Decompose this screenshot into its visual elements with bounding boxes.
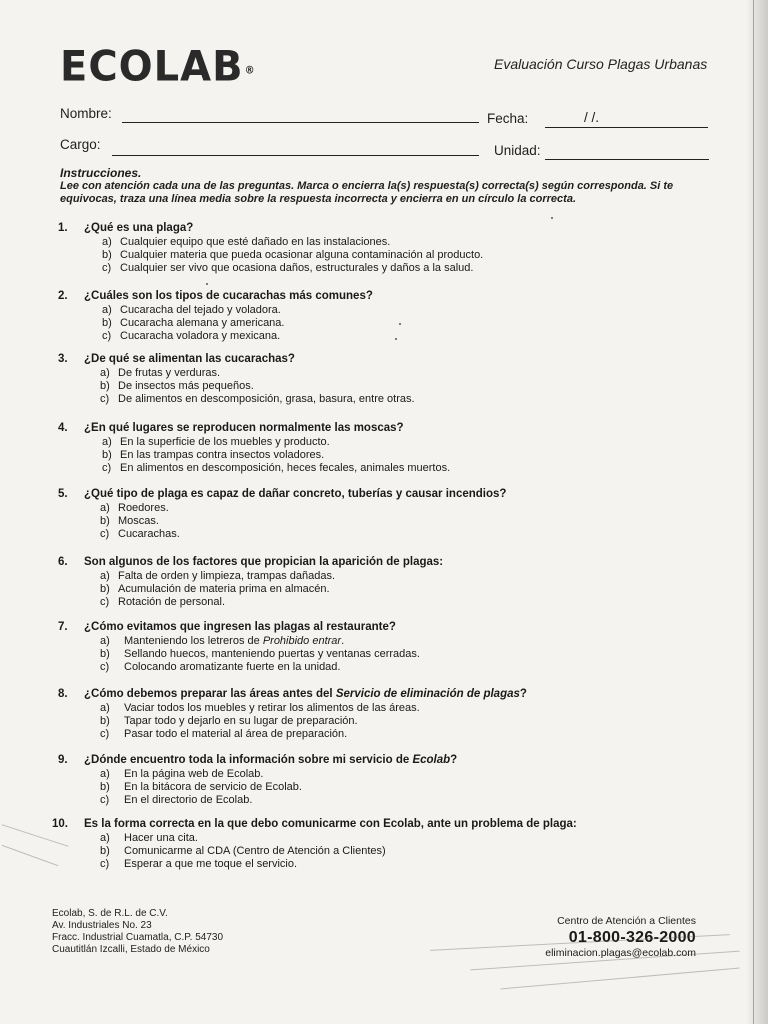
- question-text: [84, 754, 457, 766]
- answer-option[interactable]: [100, 845, 386, 857]
- scan-edge-line: [753, 0, 754, 1024]
- answer-option[interactable]: [100, 648, 420, 660]
- option-letter: a): [100, 832, 110, 844]
- scan-speck: [399, 323, 401, 325]
- option-text: De insectos más pequeños.: [118, 380, 254, 392]
- option-text: En la superficie de los muebles y producto.: [120, 436, 330, 448]
- option-text: Comunicarme al CDA (Centro de Atención a Clientes): [124, 845, 386, 857]
- option-letter: c): [102, 462, 112, 474]
- option-text: Rotación de personal.: [118, 596, 226, 608]
- answer-option[interactable]: [100, 583, 330, 595]
- answer-option[interactable]: [100, 367, 220, 379]
- option-text: Tapar todo y dejarlo en su lugar de preparación.: [124, 715, 358, 727]
- option-text: Cucarachas.: [118, 528, 180, 540]
- question-number: 10.: [52, 818, 68, 830]
- answer-option[interactable]: [102, 262, 473, 274]
- option-text: Esperar a que me toque el servicio.: [124, 858, 298, 870]
- answer-option[interactable]: [100, 781, 302, 793]
- option-letter: b): [100, 515, 110, 527]
- answer-option[interactable]: [102, 436, 330, 448]
- answer-option[interactable]: [100, 502, 169, 514]
- answer-option[interactable]: [102, 317, 284, 329]
- answer-option[interactable]: [100, 528, 180, 540]
- option-letter: a): [100, 367, 110, 379]
- scan-scratch: [2, 845, 59, 866]
- answer-option[interactable]: [100, 515, 159, 527]
- question-text: ¿Cuáles son los tipos de cucarachas más comunes?: [84, 290, 373, 302]
- address-line: Ecolab, S. de R.L. de C.V.: [52, 908, 168, 919]
- option-letter: b): [102, 249, 112, 261]
- option-text: En la página web de Ecolab.: [124, 768, 264, 780]
- answer-option[interactable]: [100, 570, 335, 582]
- option-text: Colocando aromatizante fuerte en la unidad.: [124, 661, 341, 673]
- option-text: Cucaracha alemana y americana.: [120, 317, 285, 329]
- question-number: 6.: [58, 556, 68, 568]
- answer-option[interactable]: [100, 393, 415, 405]
- option-letter: a): [100, 702, 110, 714]
- scan-scratch: [500, 968, 739, 990]
- cac-email: eliminacion.plagas@ecolab.com: [545, 947, 696, 959]
- form-title: Evaluación Curso Plagas Urbanas: [494, 56, 708, 72]
- question-text-emphasis: Servicio de eliminación de plagas: [335, 688, 520, 700]
- question-text-part: ¿Dónde encuentro toda la información sobre mi servicio de: [84, 754, 413, 766]
- option-text: Hacer una cita.: [124, 832, 198, 844]
- answer-option[interactable]: [100, 832, 198, 844]
- option-text: Pasar todo el material al área de preparación.: [124, 728, 348, 740]
- cargo-label: Cargo:: [60, 137, 101, 152]
- option-letter: a): [100, 768, 110, 780]
- option-text: De frutas y verduras.: [118, 367, 221, 379]
- option-letter: b): [100, 583, 110, 595]
- option-letter: c): [102, 262, 112, 274]
- option-text: En alimentos en descomposición, heces fecales, animales muertos.: [120, 462, 451, 474]
- question-number: 1.: [58, 222, 68, 234]
- option-text: Acumulación de materia prima en almacén.: [118, 583, 330, 595]
- option-text: .: [341, 635, 345, 647]
- option-letter: b): [102, 317, 112, 329]
- scan-speck: [395, 338, 397, 340]
- option-letter: c): [100, 661, 110, 673]
- ecolab-logo: ECOLAB®: [60, 42, 256, 92]
- answer-option[interactable]: [100, 661, 340, 673]
- question-text: ¿En qué lugares se reproducen normalmente las moscas?: [84, 422, 404, 434]
- option-letter: c): [100, 858, 110, 870]
- question-text-part: ?: [450, 754, 458, 766]
- answer-option[interactable]: [100, 596, 225, 608]
- question-number: 8.: [58, 688, 68, 700]
- option-letter: b): [100, 715, 110, 727]
- instructions-title: Instrucciones.: [60, 166, 142, 180]
- option-text: De alimentos en descomposición, grasa, basura, entre otras.: [118, 393, 415, 405]
- scan-speck: [551, 217, 553, 219]
- option-letter: b): [100, 845, 110, 857]
- address-line: Av. Industriales No. 23: [52, 920, 152, 931]
- question-number: 3.: [58, 353, 68, 365]
- option-text: Cualquier ser vivo que ocasiona daños, estructurales y daños a la salud.: [120, 262, 474, 274]
- option-letter: a): [102, 304, 112, 316]
- option-letter: b): [100, 648, 110, 660]
- option-text: En las trampas contra insectos voladores.: [120, 449, 325, 461]
- option-text: Sellando huecos, manteniendo puertas y ventanas cerradas.: [124, 648, 420, 660]
- answer-option[interactable]: [102, 449, 324, 461]
- option-text: Manteniendo los letreros de: [124, 635, 263, 647]
- option-letter: c): [102, 330, 112, 342]
- question-text: ¿Cómo evitamos que ingresen las plagas al restaurante?: [84, 621, 396, 633]
- question-number: 9.: [58, 754, 68, 766]
- answer-option[interactable]: [100, 794, 252, 806]
- option-text: En el directorio de Ecolab.: [124, 794, 253, 806]
- question-text-part: ¿Cómo debemos preparar las áreas antes del: [84, 688, 336, 700]
- answer-option[interactable]: [100, 635, 344, 647]
- question-number: 7.: [58, 621, 68, 633]
- answer-option[interactable]: [100, 715, 358, 727]
- fecha-field[interactable]: [545, 127, 708, 128]
- unidad-label: Unidad:: [494, 143, 541, 158]
- answer-option[interactable]: [100, 728, 347, 740]
- question-text: ¿Qué es una plaga?: [84, 222, 194, 234]
- scan-edge-shadow: [746, 0, 768, 1024]
- option-letter: c): [100, 528, 110, 540]
- unidad-field[interactable]: [545, 159, 709, 160]
- option-letter: c): [100, 393, 110, 405]
- answer-option[interactable]: [102, 236, 390, 248]
- option-text: Cualquier materia que pueda ocasionar alguna contaminación al producto.: [120, 249, 484, 261]
- question-number: 4.: [58, 422, 68, 434]
- option-text: Vaciar todos los muebles y retirar los alimentos de las áreas.: [124, 702, 420, 714]
- scan-speck: [206, 283, 208, 285]
- question-text: Es la forma correcta en la que debo comunicarme con Ecolab, ante un problema de plaga:: [84, 818, 577, 830]
- option-letter: b): [100, 380, 110, 392]
- option-text: Falta de orden y limpieza, trampas dañadas.: [118, 570, 336, 582]
- question-text-part: ?: [519, 688, 527, 700]
- question-text: ¿Qué tipo de plaga es capaz de dañar concreto, tuberías y causar incendios?: [84, 488, 507, 500]
- nombre-label: Nombre:: [60, 106, 112, 121]
- option-text: Cucaracha voladora y mexicana.: [120, 330, 281, 342]
- answer-option[interactable]: [102, 462, 450, 474]
- option-letter: c): [100, 596, 110, 608]
- option-text: Roedores.: [118, 502, 169, 514]
- question-number: 2.: [58, 290, 68, 302]
- cac-title: Centro de Atención a Clientes: [557, 915, 696, 927]
- answer-option[interactable]: [100, 768, 263, 780]
- answer-option[interactable]: [102, 249, 483, 261]
- instructions-body: Lee con atención cada una de las preguntas. Marca o encierra la(s) respuesta(s) correcta(s) según corresponda. Si te equivocas, traza una línea media sobre la respuesta incorrecta y encierra en un círculo la correcta.: [60, 180, 674, 205]
- option-text: En la bitácora de servicio de Ecolab.: [124, 781, 302, 793]
- option-letter: c): [100, 794, 110, 806]
- fecha-value: / /.: [584, 110, 600, 125]
- option-text: Moscas.: [118, 515, 159, 527]
- option-letter: a): [102, 236, 112, 248]
- address-line: Cuautitlán Izcalli, Estado de México: [52, 944, 210, 955]
- answer-option[interactable]: [102, 304, 281, 316]
- option-letter: a): [100, 635, 110, 647]
- cargo-field[interactable]: [112, 155, 479, 156]
- answer-option[interactable]: [100, 858, 297, 870]
- option-letter: c): [100, 728, 110, 740]
- option-text: Cucaracha del tejado y voladora.: [120, 304, 281, 316]
- nombre-field[interactable]: [122, 122, 479, 123]
- company-address: [52, 908, 223, 956]
- option-text: Cualquier equipo que esté dañado en las instalaciones.: [120, 236, 391, 248]
- answer-option[interactable]: [102, 330, 280, 342]
- question-number: 5.: [58, 488, 68, 500]
- address-line: Fracc. Industrial Cuamatla, C.P. 54730: [52, 932, 224, 943]
- fecha-label: Fecha:: [487, 111, 529, 126]
- option-letter: b): [102, 449, 112, 461]
- answer-option[interactable]: [100, 702, 420, 714]
- question-text: [84, 688, 527, 700]
- cac-phone: 01-800-326-2000: [568, 929, 696, 946]
- option-text: Prohibido entrar: [262, 635, 342, 647]
- option-letter: b): [100, 781, 110, 793]
- option-letter: a): [102, 436, 112, 448]
- question-text: ¿De qué se alimentan las cucarachas?: [84, 353, 295, 365]
- option-letter: a): [100, 502, 110, 514]
- option-letter: a): [100, 570, 110, 582]
- question-text: Son algunos de los factores que propician la aparición de plagas:: [84, 556, 444, 568]
- question-text-emphasis: Ecolab: [412, 754, 451, 766]
- answer-option[interactable]: [100, 380, 254, 392]
